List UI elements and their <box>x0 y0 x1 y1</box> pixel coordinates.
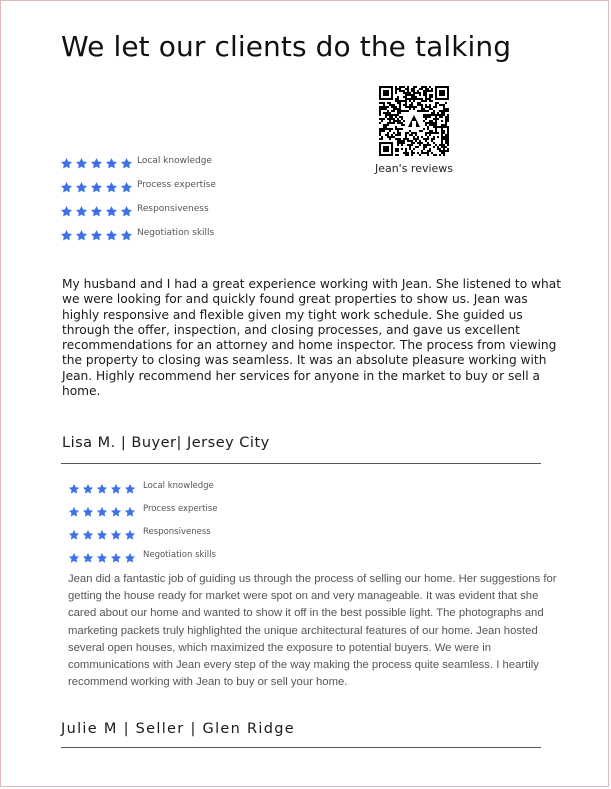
star-icon <box>82 549 94 561</box>
rating-row-process-expertise <box>60 173 216 197</box>
star-icon <box>120 203 133 216</box>
rating-row-negotiation-skills <box>68 543 218 566</box>
star-icon <box>110 549 122 561</box>
star-icon <box>90 155 103 168</box>
star-icon <box>90 203 103 216</box>
qr-code[interactable] <box>379 86 449 156</box>
qr-finder-top-left <box>379 86 393 100</box>
star-rating <box>68 503 143 515</box>
rating-list-2 <box>68 474 218 566</box>
star-icon <box>110 503 122 515</box>
qr-caption: Jean's reviews <box>374 162 454 175</box>
rating-label: Process expertise <box>137 180 216 190</box>
star-icon <box>120 179 133 192</box>
star-rating <box>60 203 137 216</box>
rating-row-process-expertise <box>68 497 218 520</box>
divider <box>61 463 541 464</box>
reviewer-signature-2: Julie M | Seller | Glen Ridge <box>61 721 295 737</box>
star-icon <box>124 526 136 538</box>
star-icon <box>60 155 73 168</box>
rating-label: Responsiveness <box>137 204 209 214</box>
star-icon <box>60 227 73 240</box>
star-icon <box>96 549 108 561</box>
rating-label: Negotiation skills <box>137 228 215 238</box>
star-icon <box>68 503 80 515</box>
star-rating <box>68 549 143 561</box>
rating-label: Local knowledge <box>137 156 212 166</box>
rating-label: Responsiveness <box>143 526 211 537</box>
star-icon <box>110 480 122 492</box>
star-icon <box>105 203 118 216</box>
star-icon <box>90 179 103 192</box>
rating-row-local-knowledge <box>68 474 218 497</box>
star-rating <box>60 227 137 240</box>
star-icon <box>124 480 136 492</box>
star-icon <box>96 480 108 492</box>
star-icon <box>90 227 103 240</box>
qr-finder-bottom-left <box>379 142 393 156</box>
review-text-2: Jean did a fantastic job of guiding us through the process of selling our home. Her suggestions for getting the house ready for market were spot on and very manageable. It was evident that she cared about our home and wanted to show it off in the best possible light. The photographs and marketing packets truly highlighted the unique architectural features of our home. Jean hosted several open houses, which maximized the exposure to potential buyers. We were in communications with Jean every step of the way making the process quite seamless. I heartily recommend working with Jean to buy or sell your home. <box>68 573 557 689</box>
rating-row-responsiveness <box>60 197 216 221</box>
qr-center-logo <box>405 112 423 130</box>
star-rating <box>68 480 143 492</box>
star-icon <box>60 179 73 192</box>
divider <box>61 747 541 748</box>
star-rating <box>60 179 137 192</box>
rating-row-local-knowledge <box>60 149 216 173</box>
star-icon <box>96 526 108 538</box>
star-icon <box>75 179 88 192</box>
review-text-1: My husband and I had a great experience working with Jean. She listened to what we were looking for and quickly found great properties to show us. Jean was highly responsive and flexible given my tight work schedule. She guided us through the offer, inspection, and closing processes, and gave us excellent recommendations for an attorney and home inspector. The process from viewing the property to closing was seamless. It was an absolute pleasure working with Jean. Highly recommend her services for anyone in the market to buy or sell a home. <box>62 277 561 399</box>
rating-list-1 <box>60 149 216 245</box>
star-rating <box>60 155 137 168</box>
rating-label: Negotiation skills <box>143 549 216 560</box>
page-title: We let our clients do the talking <box>61 30 512 63</box>
star-icon <box>75 155 88 168</box>
star-icon <box>105 227 118 240</box>
star-icon <box>60 203 73 216</box>
star-icon <box>105 155 118 168</box>
star-icon <box>82 480 94 492</box>
rating-label: Local knowledge <box>143 480 214 491</box>
star-icon <box>82 503 94 515</box>
star-icon <box>105 179 118 192</box>
star-icon <box>75 227 88 240</box>
reviewer-signature-1: Lisa M. | Buyer| Jersey City <box>62 435 270 451</box>
star-icon <box>96 503 108 515</box>
rating-label: Process expertise <box>143 503 218 514</box>
star-icon <box>120 155 133 168</box>
star-icon <box>82 526 94 538</box>
star-icon <box>120 227 133 240</box>
star-icon <box>68 549 80 561</box>
star-icon <box>68 526 80 538</box>
star-icon <box>75 203 88 216</box>
star-icon <box>124 503 136 515</box>
star-icon <box>124 549 136 561</box>
star-icon <box>68 480 80 492</box>
qr-finder-top-right <box>435 86 449 100</box>
rating-row-negotiation-skills <box>60 221 216 245</box>
star-rating <box>68 526 143 538</box>
rating-row-responsiveness <box>68 520 218 543</box>
star-icon <box>110 526 122 538</box>
